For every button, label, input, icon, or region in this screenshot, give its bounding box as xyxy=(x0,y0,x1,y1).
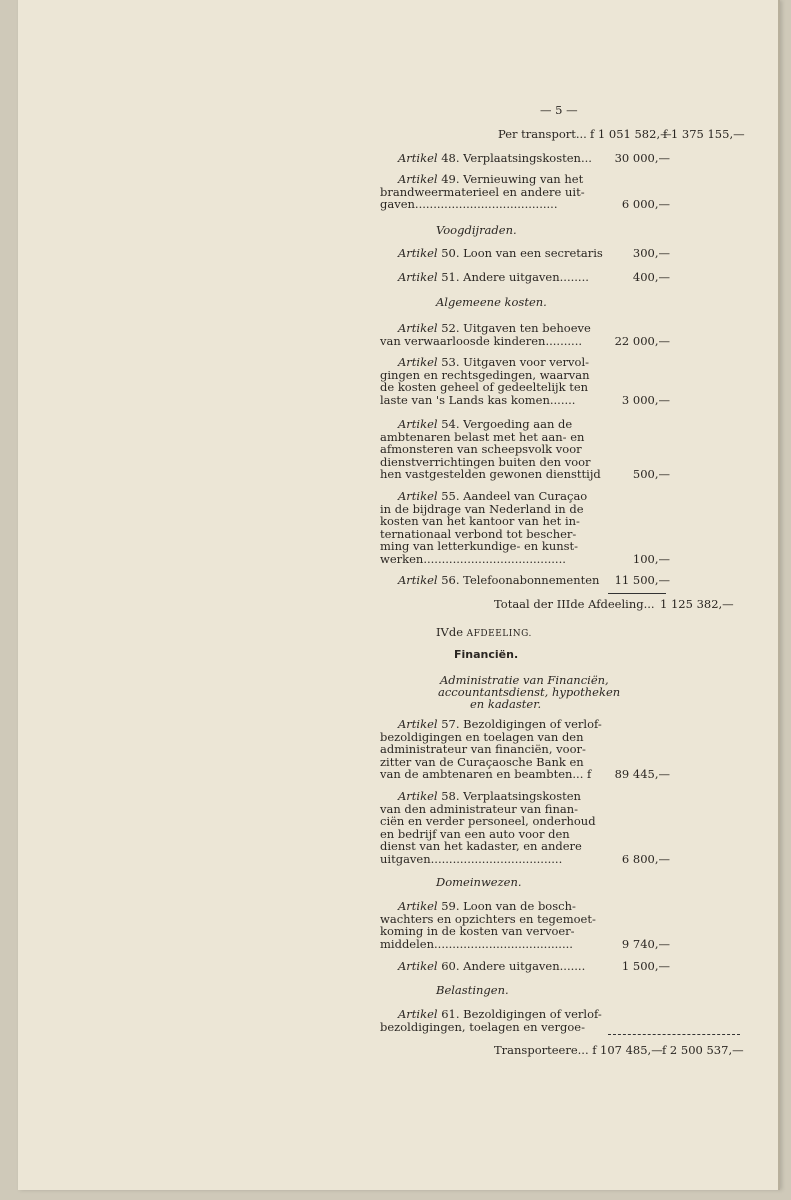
article-line: laste van 's Lands kas komen....... xyxy=(380,392,576,407)
article-line xyxy=(398,152,592,165)
article-text: 59. Loon van de bosch- xyxy=(441,899,576,913)
article-line xyxy=(398,418,572,431)
article-line: brandweermaterieel en andere uit- xyxy=(380,184,585,199)
article-line: bezoldigingen, toelagen en vergoe- xyxy=(380,1019,585,1034)
article-amount: 3 000,— xyxy=(621,392,670,407)
article-line: zitter van de Curaçaosche Bank en xyxy=(380,754,584,769)
transport-amount-1: f 1 051 582,— xyxy=(590,127,672,141)
article-prefix: Artikel xyxy=(398,573,438,587)
transport-label: Per transport... xyxy=(498,127,587,141)
article-prefix: Artikel xyxy=(398,489,438,503)
article-line xyxy=(398,960,585,973)
subheading: Voogdijraden. xyxy=(436,223,517,237)
article-amount: 30 000,— xyxy=(614,151,670,165)
article-line: administrateur van financiën, voor- xyxy=(380,742,586,756)
page-number: — 5 — xyxy=(540,103,578,117)
article-amount: 1 500,— xyxy=(621,959,670,973)
article-line: ciën en verder personeel, onderhoud xyxy=(380,814,596,828)
article-amount: 6 800,— xyxy=(621,851,670,866)
article-line: gingen en rechtsgedingen, waarvan xyxy=(380,367,590,382)
article-line: de kosten geheel of gedeeltelijk ten xyxy=(380,380,589,394)
section-subtitle-3: en kadaster. xyxy=(470,697,542,711)
article-line: ming van letterkundige- en kunst- xyxy=(380,539,579,553)
article-text: 57. Bezoldigingen of verlof- xyxy=(441,717,602,731)
article-prefix: Artikel xyxy=(398,172,438,186)
footer-rule xyxy=(608,1034,740,1035)
transporteere-amount-2: f 2 500 537,— xyxy=(662,1043,744,1057)
total-label: Totaal der IIIde Afdeeling... xyxy=(494,597,655,611)
total-amount: 1 125 382,— xyxy=(660,597,734,611)
article-line: werken....................................... xyxy=(380,551,566,566)
article-line: ambtenaren belast met het aan- en xyxy=(380,429,585,444)
article-line: middelen...................................... xyxy=(380,936,573,951)
article-line xyxy=(398,271,589,284)
article-prefix: Artikel xyxy=(398,789,438,803)
article-line xyxy=(398,490,587,503)
article-line: kosten van het kantoor van het in- xyxy=(380,514,580,528)
section-title: Financiën. xyxy=(454,648,519,661)
article-line: van verwaarloosde kinderen.......... xyxy=(380,333,583,348)
article-text: 61. Bezoldigingen of verlof- xyxy=(441,1007,602,1021)
article-prefix: Artikel xyxy=(398,355,438,369)
article-text: 48. Verplaatsingskosten... xyxy=(441,151,592,165)
article-line: in de bijdrage van Nederland in de xyxy=(380,501,584,516)
article-amount: 400,— xyxy=(632,270,670,284)
article-text: 54. Vergoeding aan de xyxy=(441,417,573,431)
article-prefix: Artikel xyxy=(398,417,438,431)
article-text: 49. Vernieuwing van het xyxy=(441,172,584,186)
article-prefix: Artikel xyxy=(398,899,438,913)
article-text: 56. Telefoonabonnementen xyxy=(441,573,600,587)
article-line: bezoldigingen en toelagen van den xyxy=(380,729,584,744)
article-line: afmonsteren van scheepsvolk voor xyxy=(380,442,582,456)
article-text: 55. Aandeel van Curaçao xyxy=(441,489,588,503)
article-line xyxy=(398,718,602,731)
article-prefix: Artikel xyxy=(398,270,438,284)
article-text: 53. Uitgaven voor vervol- xyxy=(441,355,590,369)
transporteere-amount-1: 107 485,— xyxy=(600,1043,663,1057)
article-amount: 89 445,— xyxy=(614,767,670,781)
article-line: en bedrijf van een auto voor den xyxy=(380,826,570,841)
article-amount: 300,— xyxy=(632,246,670,260)
section-number: IVde xyxy=(436,625,464,639)
article-line: hen vastgestelden gewonen diensttijd xyxy=(380,467,601,481)
article-prefix: Artikel xyxy=(398,246,438,260)
article-line: dienstverrichtingen buiten den voor xyxy=(380,454,591,469)
article-line: koming in de kosten van vervoer- xyxy=(380,924,575,938)
article-line xyxy=(398,574,599,587)
article-line xyxy=(398,173,583,186)
article-prefix: Artikel xyxy=(398,321,438,335)
article-line xyxy=(398,322,591,335)
article-amount: 11 500,— xyxy=(614,573,670,587)
article-prefix: Artikel xyxy=(398,959,438,973)
article-prefix: Artikel xyxy=(398,151,438,165)
transport-amount-2: f 1 375 155,— xyxy=(663,127,745,141)
subheading: Domeinwezen. xyxy=(436,875,522,889)
article-text: 58. Verplaatsingskosten xyxy=(441,789,581,803)
article-line: ternationaal verbond tot bescher- xyxy=(380,526,577,541)
subtotal-rule xyxy=(608,593,666,594)
article-text: 51. Andere uitgaven........ xyxy=(441,270,589,284)
article-line xyxy=(398,790,581,803)
section-name: AFDEELING. xyxy=(466,629,532,639)
article-line xyxy=(398,356,589,369)
article-line: gaven....................................... xyxy=(380,197,558,211)
article-prefix: Artikel xyxy=(398,1007,438,1021)
subheading: Belastingen. xyxy=(436,983,509,997)
article-line xyxy=(398,1008,602,1021)
article-amount: 100,— xyxy=(632,551,670,566)
article-line xyxy=(398,900,576,913)
article-text: 60. Andere uitgaven....... xyxy=(441,959,586,973)
section-subtitle-1: Administratie van Financiën, xyxy=(440,673,609,687)
article-amount: 22 000,— xyxy=(614,333,670,348)
article-prefix: Artikel xyxy=(398,717,438,731)
article-line: van de ambtenaren en beambten... f xyxy=(380,767,592,781)
article-line: wachters en opzichters en tegemoet- xyxy=(380,911,596,926)
article-text: 50. Loon van een secretaris xyxy=(441,246,603,260)
article-amount: 9 740,— xyxy=(621,936,670,951)
article-line: dienst van het kadaster, en andere xyxy=(380,839,582,853)
article-line xyxy=(398,247,603,260)
article-text: 52. Uitgaven ten behoeve xyxy=(441,321,591,335)
document-page xyxy=(18,0,780,1190)
article-amount: 6 000,— xyxy=(621,197,670,211)
article-amount: 500,— xyxy=(632,467,670,481)
section-subtitle-2: accountantsdienst, hypotheken xyxy=(438,685,621,699)
subheading: Algemeene kosten. xyxy=(436,295,547,309)
transporteere-label: Transporteere... f xyxy=(494,1043,597,1057)
article-line: uitgaven.................................... xyxy=(380,851,563,866)
article-line: van den administrateur van finan- xyxy=(380,801,579,816)
section-heading xyxy=(436,626,532,641)
